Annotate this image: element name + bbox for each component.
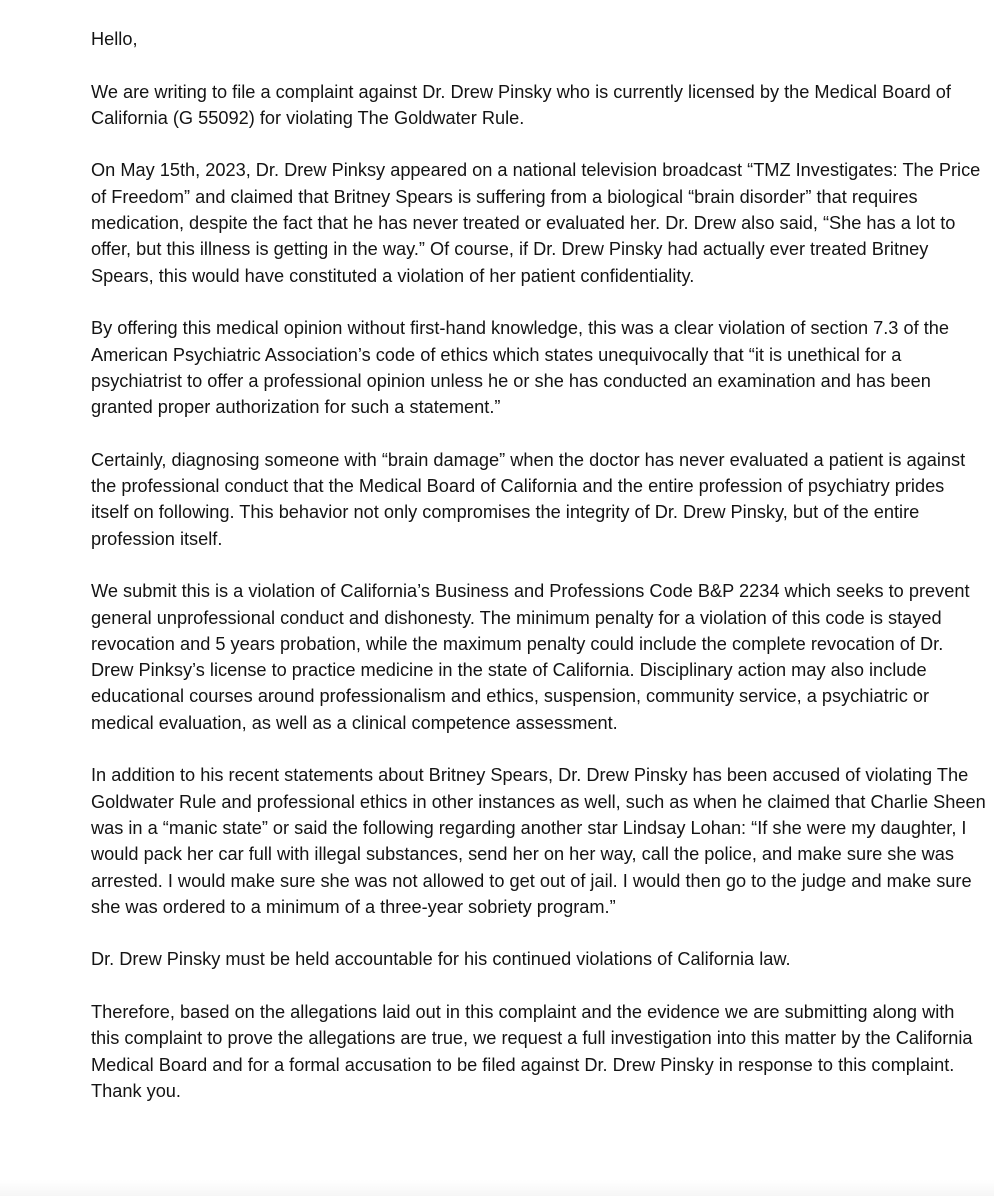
paragraph-complaint-intro: We are writing to file a complaint against Dr. Drew Pinsky who is currently licensed by the Medical Board of California (G 55092) for violating The Goldwater Rule.	[91, 81, 951, 128]
paragraph-apa-ethics-violation: By offering this medical opinion without first-hand knowledge, this was a clear violation of section 7.3 of the American Psychiatric Association’s code of ethics which states unequivocally that “it is unethical for a psychiatrist to offer a professional opinion unless he or she has conducted an examination and has been granted proper authorization for such a statement.”	[91, 318, 949, 418]
page-bottom-edge	[0, 1180, 994, 1196]
paragraph-accountability: Dr. Drew Pinsky must be held accountable for his continued violations of California law.	[91, 949, 791, 970]
complaint-letter	[91, 26, 986, 1104]
paragraph-professional-conduct: Certainly, diagnosing someone with “brain damage” when the doctor has never evaluated a patient is against the professional conduct that the Medical Board of California and the entire profession of psychiatry prides itself on following. This behavior not only compromises the integrity of Dr. Drew Pinsky, but of the entire profession itself.	[91, 449, 966, 549]
paragraph-request-investigation: Therefore, based on the allegations laid out in this complaint and the evidence we are submitting along with this complaint to prove the allegations are true, we request a full investigation into this matter by the California Medical Board and for a formal accusation to be filed against Dr. Drew Pinsky in response to this complaint. Thank you.	[91, 1001, 973, 1101]
paragraph-tmz-broadcast: On May 15th, 2023, Dr. Drew Pinksy appeared on a national television broadcast “TMZ Investigates: The Price of Freedom” and claimed that Britney Spears is suffering from a biological “brain disorder” that requires medication, despite the fact that he has never treated or evaluated her. Dr. Drew also said, “She has a lot to offer, but this illness is getting in the way.” Of course, if Dr. Drew Pinsky had actually ever treated Britney Spears, this would have constituted a violation of her patient confidentiality.	[91, 160, 981, 286]
letter-greeting: Hello,	[91, 29, 138, 49]
paragraph-business-professions-code: We submit this is a violation of California’s Business and Professions Code B&P 2234 which seeks to prevent general unprofessional conduct and dishonesty. The minimum penalty for a violation of this code is stayed revocation and 5 years probation, while the maximum penalty could include the complete revocation of Dr. Drew Pinksy’s license to practice medicine in the state of California. Disciplinary action may also include educational courses around professionalism and ethics, suspension, community service, a psychiatric or medical evaluation, as well as a clinical competence assessment.	[91, 581, 970, 733]
paragraph-other-instances: In addition to his recent statements about Britney Spears, Dr. Drew Pinsky has been accused of violating The Goldwater Rule and professional ethics in other instances as well, such as when he claimed that Charlie Sheen was in a “manic state” or said the following regarding another star Lindsay Lohan: “If she were my daughter, I would pack her car full with illegal substances, send her on her way, call the police, and make sure she was arrested. I would make sure she was not allowed to get out of jail. I would then go to the judge and make sure she was ordered to a minimum of a three-year sobriety program.”	[91, 765, 986, 917]
